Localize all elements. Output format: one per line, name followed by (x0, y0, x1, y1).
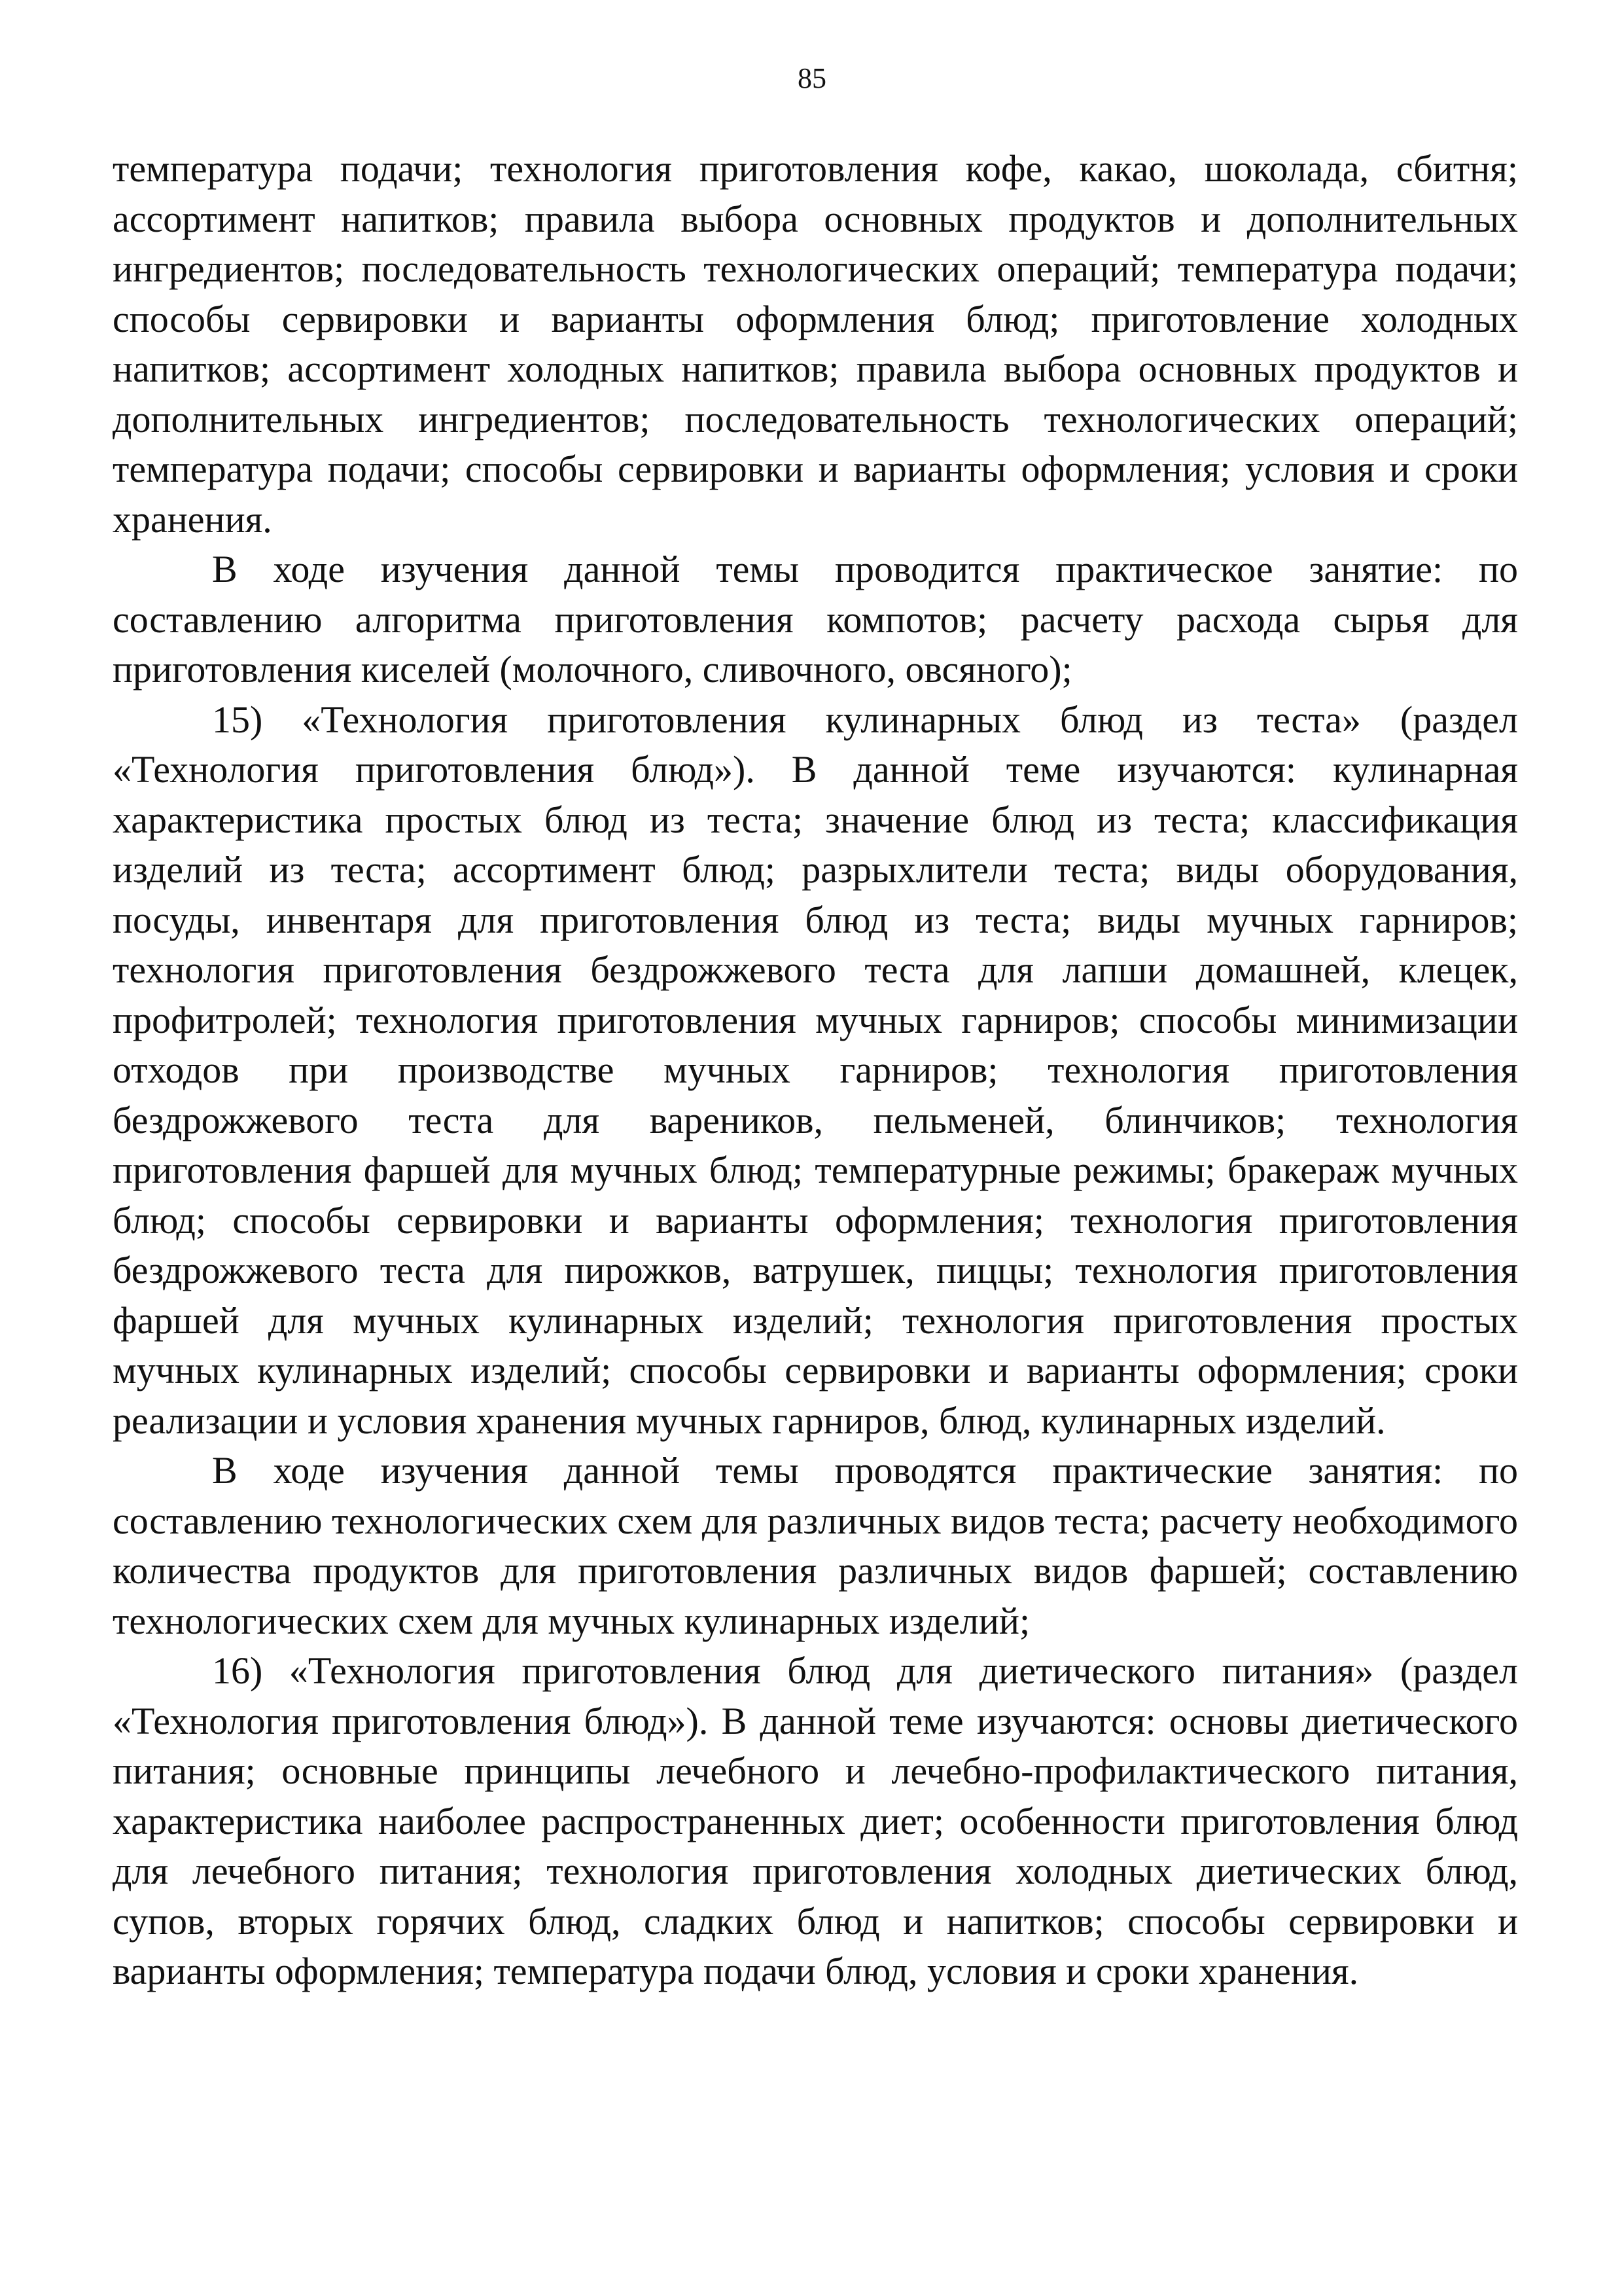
page-number: 85 (798, 62, 826, 94)
paragraph-practical-lesson-14: В ходе изучения данной темы проводится практическое занятие: по составлению алгоритма приготовления компотов; расчету расхода сырья для приготовления киселей (молочного, сливочного, овсяного); (113, 548, 1518, 691)
paragraph-practical-lesson-15: В ходе изучения данной темы проводятся практические занятия: по составлению технологических схем для различных видов теста; расчету необходимого количества продуктов для приготовления различных видов фаршей; составлению технологических схем для мучных кулинарных изделий; (113, 1449, 1518, 1642)
body-text (113, 144, 1518, 1997)
paragraph-topic-15: 15) «Технология приготовления кулинарных блюд из теста» (раздел «Технология приготовления блюд»). В данной теме изучаются: кулинарная характеристика простых блюд из теста; значение блюд из теста; классификация изделий из теста; ассортимент блюд; разрыхлители теста; виды оборудования, посуды, инвентаря для приготовления блюд из теста; виды мучных гарниров; технология приготовления бездрожжевого теста для лапши домашней, клецек, профитролей; технология приготовления мучных гарниров; способы минимизации отходов при производстве мучных гарниров; технология приготовления бездрожжевого теста для вареников, пельменей, блинчиков; технология приготовления фаршей для мучных блюд; температурные режимы; бракераж мучных блюд; способы сервировки и варианты оформления; технология приготовления бездрожжевого теста для пирожков, ватрушек, пиццы; технология приготовления фаршей для мучных кулинарных изделий; технология приготовления простых мучных кулинарных изделий; способы сервировки и варианты оформления; сроки реализации и условия хранения мучных гарниров, блюд, кулинарных изделий. (113, 698, 1518, 1442)
paragraph-continuation: температура подачи; технология приготовления кофе, какао, шоколада, сбитня; ассортимент напитков; правила выбора основных продуктов и дополнительных ингредиентов; последовательность технологических операций; температура подачи; способы сервировки и варианты оформления блюд; приготовление холодных напитков; ассортимент холодных напитков; правила выбора основных продуктов и дополнительных ингредиентов; последовательность технологических операций; температура подачи; способы сервировки и варианты оформления; условия и сроки хранения. (113, 147, 1518, 541)
paragraph-topic-16: 16) «Технология приготовления блюд для диетического питания» (раздел «Технология приготовления блюд»). В данной теме изучаются: основы диетического питания; основные принципы лечебного и лечебно-профилактического питания, характеристика наиболее распространенных диет; особенности приготовления блюд для лечебного питания; технология приготовления холодных диетических блюд, супов, вторых горячих блюд, сладких блюд и напитков; способы сервировки и варианты оформления; температура подачи блюд, условия и сроки хранения. (113, 1649, 1518, 1992)
